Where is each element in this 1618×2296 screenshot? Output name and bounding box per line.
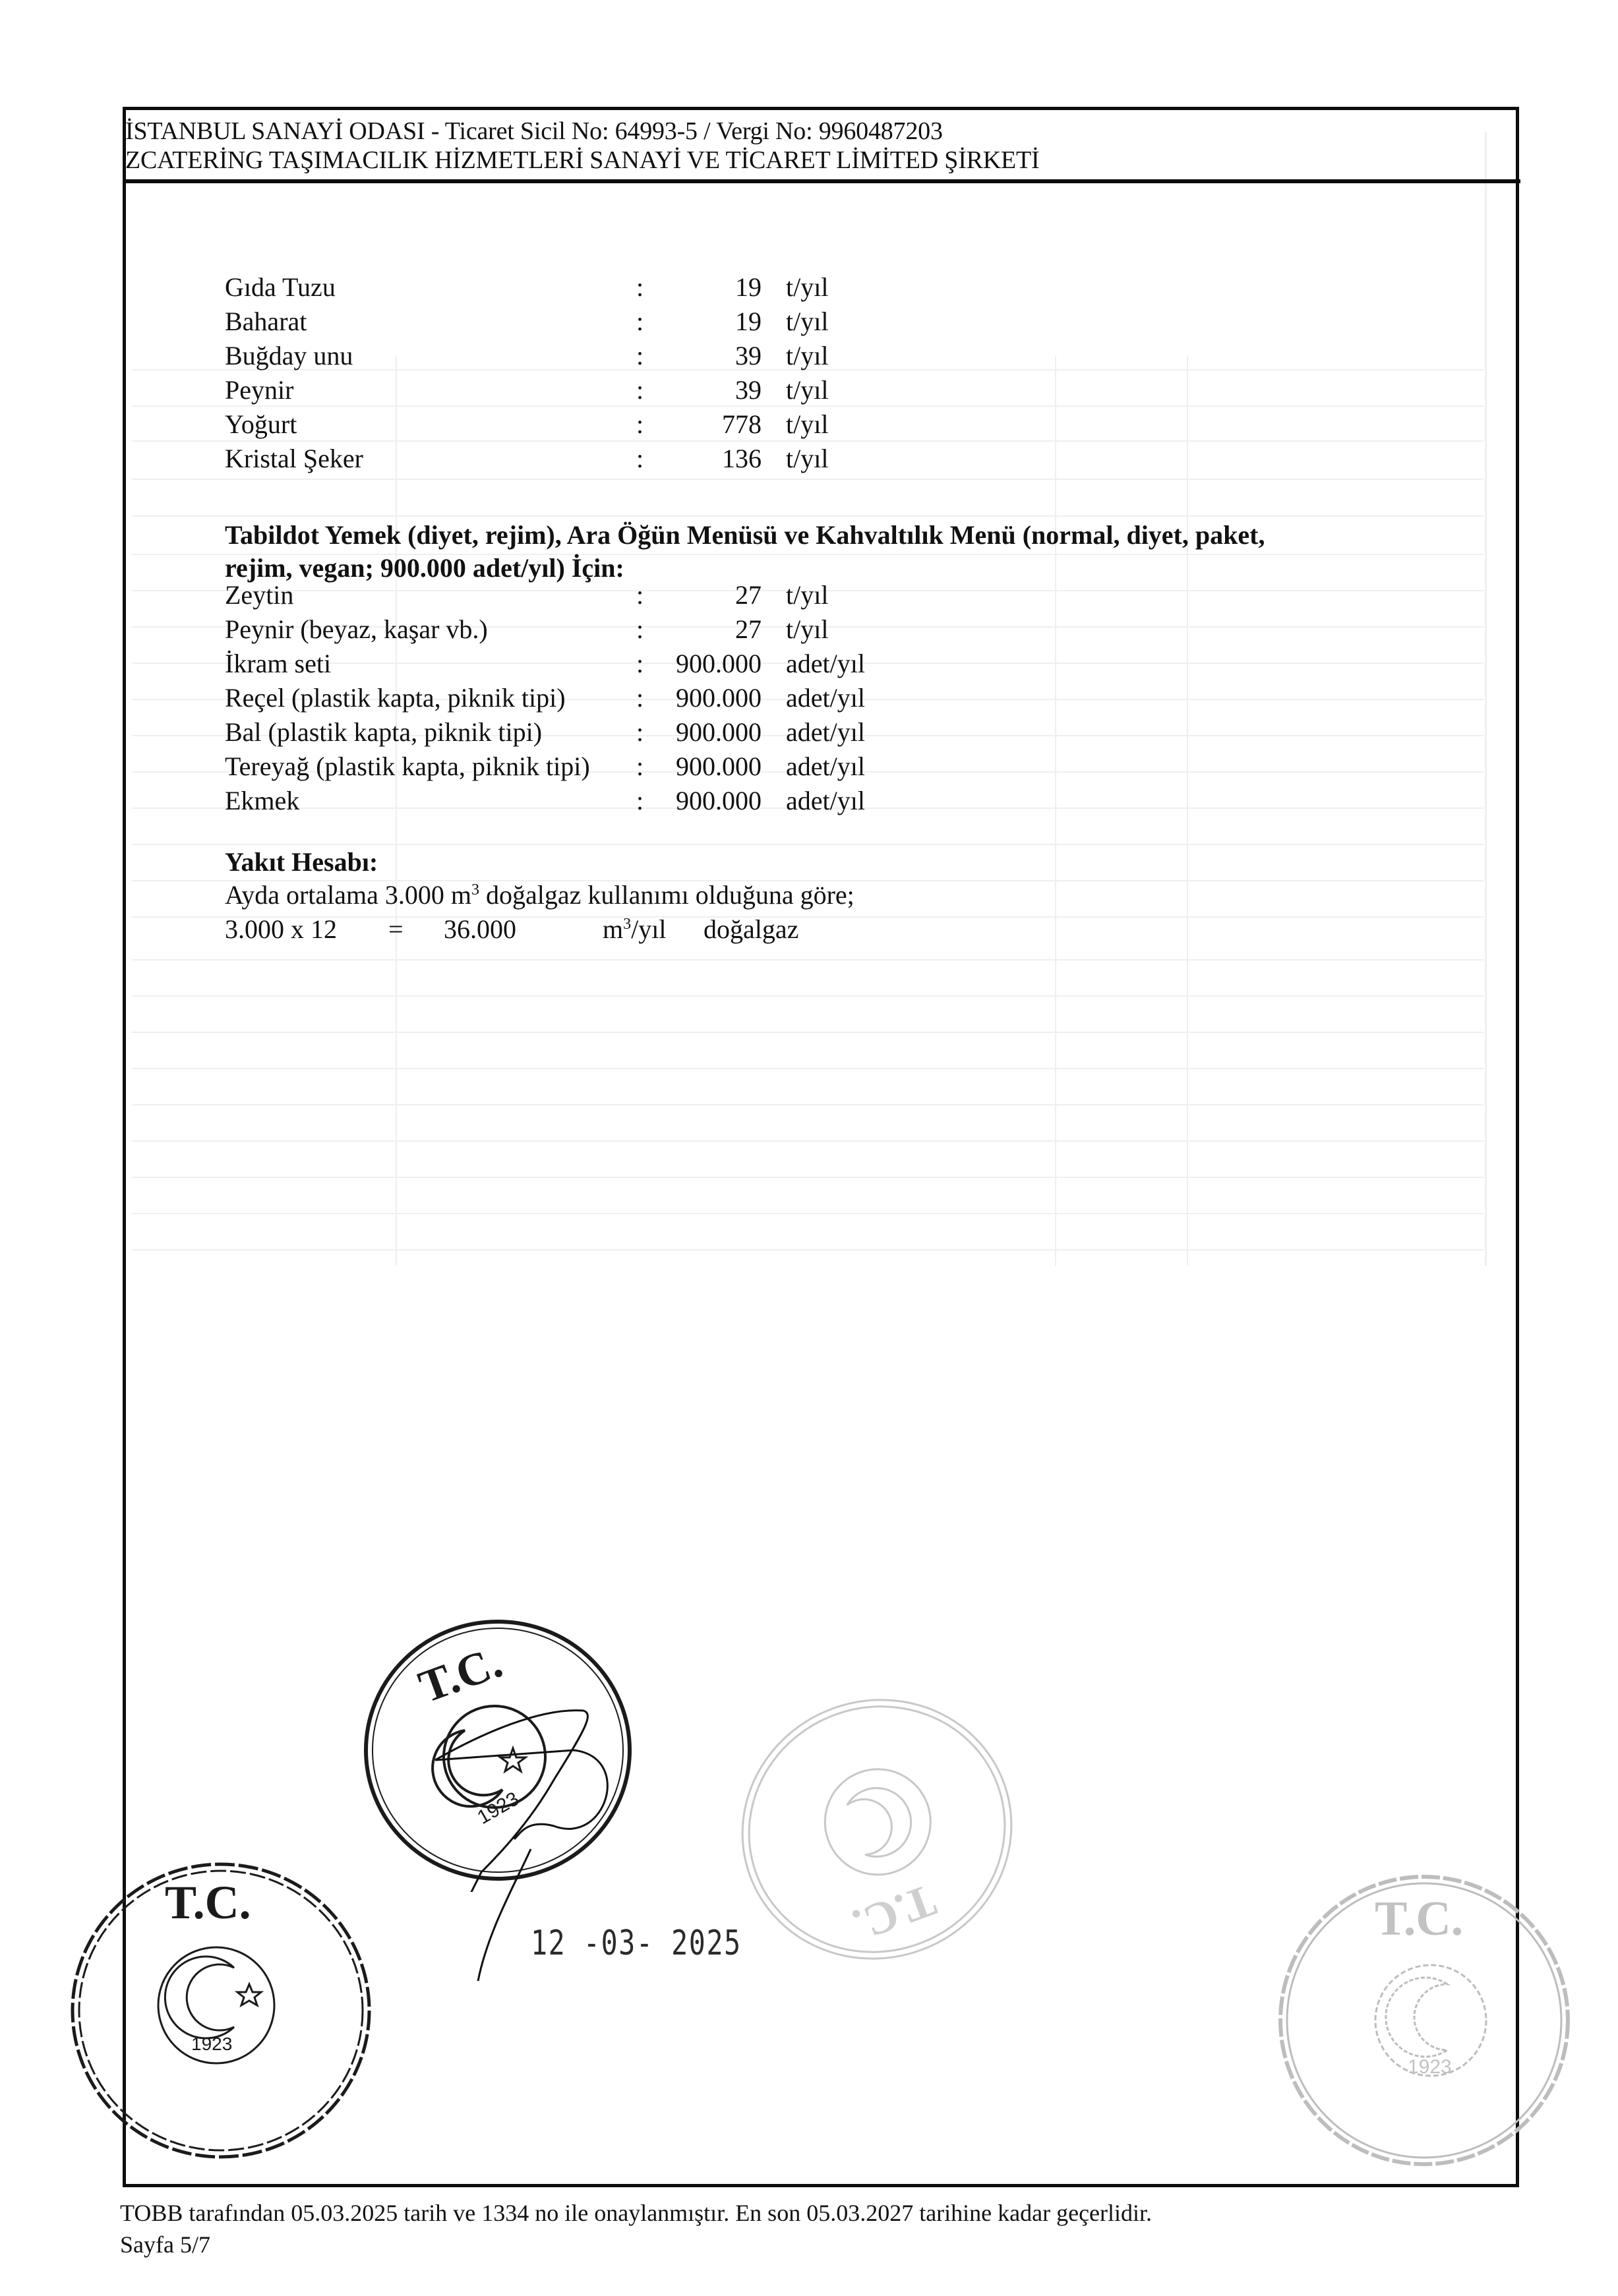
fuel-desc-post: doğalgaz kullanımı olduğuna göre; [479,880,854,910]
item-unit: t/yıl [786,580,829,610]
item-label: Reçel (plastik kapta, piknik tipi) [225,683,566,713]
item-label: Tereyağ (plastik kapta, piknik tipi) [225,751,590,781]
item-value: 900.000 [676,649,762,678]
svg-text:T.C.: T.C. [846,1874,943,1951]
item-unit: adet/yıl [786,786,865,815]
item-label: İkram seti [225,649,332,678]
item-colon: : [636,649,644,678]
list-item [225,373,1016,407]
page-number: Sayfa 5/7 [120,2231,210,2258]
item-colon: : [636,683,644,713]
section2-title-line2: rejim, vegan; 900.000 adet/yıl) İçin: [225,553,624,583]
header-company-line: ZCATERİNG TAŞIMACILIK HİZMETLERİ SANAYİ VE TİCARET LİMİTED ŞİRKETİ [125,146,1040,174]
item-colon: : [636,580,644,610]
item-label: Bal (plastik kapta, piknik tipi) [225,717,543,747]
header-divider [123,179,1520,183]
item-unit: t/yıl [786,272,829,302]
stamp-year-text: 1923 [473,1788,523,1829]
calc-what: doğalgaz [704,914,799,944]
item-unit: t/yıl [786,409,829,439]
item-value: 19 [735,307,762,336]
signature-tail-icon [475,1846,534,1984]
item-value: 39 [735,375,762,405]
item-label: Peynir [225,375,294,405]
calc-left: 3.000 x 12 [225,914,337,944]
list-item [225,647,1016,681]
item-label: Baharat [225,307,307,336]
list-item [225,750,1016,784]
item-colon: : [636,717,644,747]
item-value: 19 [735,272,762,302]
item-colon: : [636,341,644,370]
item-label: Ekmek [225,786,300,815]
header-chamber-line: İSTANBUL SANAYİ ODASI - Ticaret Sicil No: 64993-5 / Vergi No: 9960487203 [125,117,943,145]
list-item [225,578,1016,612]
fuel-desc-pre: Ayda ortalama 3.000 m [225,880,472,910]
date-stamp: 12 -03- 2025 [531,1924,742,1963]
item-unit: adet/yıl [786,751,865,781]
item-value: 136 [722,444,762,473]
calc-result: 36.000 [444,914,516,944]
section2-title-line1: Tabildot Yemek (diyet, rejim), Ara Öğün Menüsü ve Kahvaltılık Menü (normal, diyet, paket, [225,520,1265,550]
fuel-description [225,878,854,912]
item-label: Kristal Şeker [225,444,363,473]
item-colon: : [636,751,644,781]
item-value: 900.000 [676,683,762,713]
item-colon: : [636,444,644,473]
faded-chamber-stamp-icon [732,1694,1022,1964]
item-value: 39 [735,341,762,370]
list-item [225,339,1016,373]
item-value: 778 [722,409,762,439]
calc-unit-post: /yıl [631,914,667,944]
item-value: 27 [735,580,762,610]
item-value: 900.000 [676,751,762,781]
item-unit: t/yıl [786,614,829,644]
item-unit: t/yıl [786,341,829,370]
list-item [225,305,1016,339]
item-colon: : [636,614,644,644]
list-item [225,681,1016,715]
item-value: 900.000 [676,717,762,747]
fuel-desc-sup: 3 [471,881,480,898]
item-label: Buğday unu [225,341,353,370]
item-label: Gıda Tuzu [225,272,336,302]
item-colon: : [636,409,644,439]
calc-equals: = [388,914,404,944]
item-label: Zeytin [225,580,294,610]
calc-unit-sup: 3 [623,916,632,933]
item-unit: t/yıl [786,444,829,473]
item-value: 27 [735,614,762,644]
calc-unit-pre: m [603,914,624,944]
stamp-tc-text: T.C. [165,1876,251,1929]
item-unit: adet/yıl [786,717,865,747]
fuel-section-title: Yakıt Hesabı: [225,847,378,877]
stamp-year-text: 1923 [191,2034,233,2054]
list-item [225,784,1016,818]
list-item [225,612,1016,647]
item-colon: : [636,272,644,302]
list-item [225,270,1016,305]
item-unit: t/yıl [786,307,829,336]
item-value: 900.000 [676,786,762,815]
approval-footer: TOBB tarafından 05.03.2025 tarih ve 1334 no ile onaylanmıştır. En son 05.03.2027 tarihine kadar geçerlidir. [120,2200,1153,2226]
calc-unit [603,912,666,947]
stamp-tc-text: T.C. [1375,1892,1464,1946]
item-label: Peynir (beyaz, kaşar vb.) [225,614,488,644]
document-header [125,117,1040,175]
item-unit: adet/yıl [786,683,865,713]
list-item [225,442,1016,476]
bottom-left-chamber-stamp-icon [66,1859,376,2162]
item-unit: adet/yıl [786,649,865,678]
item-colon: : [636,375,644,405]
stamp-year-text: 1923 [1408,2056,1452,2078]
stamp-tc-text: T.C. [412,1636,509,1713]
item-unit: t/yıl [786,375,829,405]
item-colon: : [636,786,644,815]
list-item [225,407,1016,442]
list-item [225,715,1016,750]
item-colon: : [636,307,644,336]
item-label: Yoğurt [225,409,297,439]
tobb-stamp-icon [1273,1866,1582,2169]
